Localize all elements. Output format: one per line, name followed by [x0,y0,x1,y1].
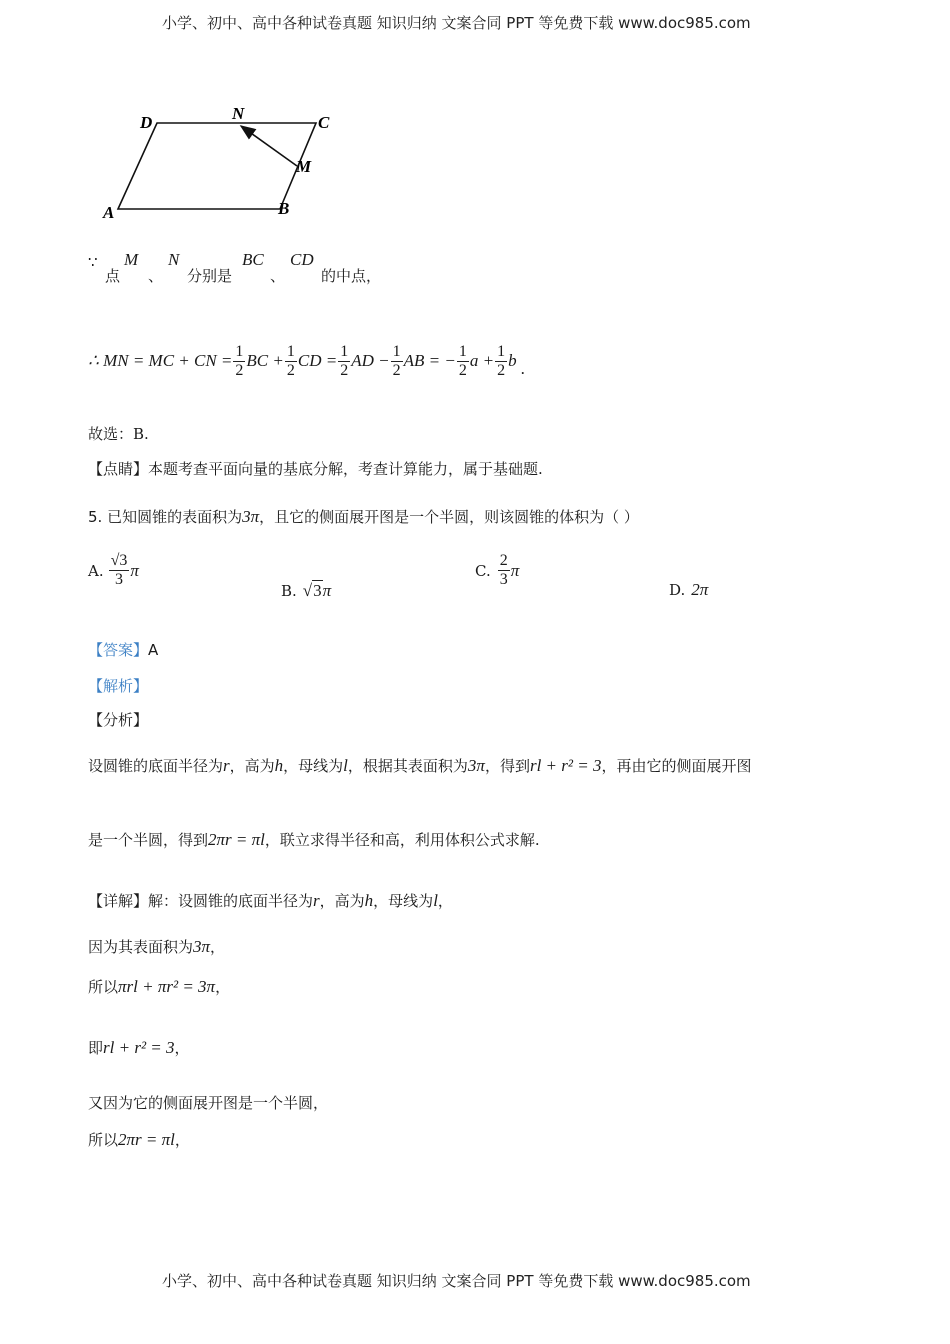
label-a: A [103,203,115,222]
detail-line-3: 所以πrl + πr² = 3π， [88,977,231,996]
eq-t1: BC + [246,351,284,370]
option-c[interactable] [475,552,519,589]
comment-line: 【点睛】本题考查平面向量的基底分解，考查计算能力，属于基础题. [88,460,543,478]
label-d: D [140,113,153,132]
fenxi-tag: 【分析】 [88,711,149,729]
analysis-tag: 【解析】 [88,677,149,695]
label-b: B [278,199,290,218]
math-m: M [124,250,139,269]
parallelogram-diagram [95,100,345,225]
option-a-frac: $\frac{√3}{3}$ [110,552,128,588]
option-d[interactable] [669,580,708,600]
option-a-label: A. [88,561,104,580]
because-symbol: ∵ [88,253,98,271]
option-c-frac: $\frac{2}{3}$ [499,552,508,588]
question-text-a: 已知圆锥的表面积为 [107,508,243,526]
option-b[interactable] [281,580,331,601]
answer-value: A [148,641,159,659]
answer-tag: 【答案】 [88,641,149,659]
text-fenbie: 分别是 [187,267,233,285]
question-number: 5. [88,508,103,526]
frac-half-1: $\frac{1}{2}$ [235,342,244,379]
detail-line-6: 所以2πr = πl， [88,1130,190,1149]
eq-t6: b [508,351,517,370]
option-b-sqrt: √ [302,580,313,600]
page-header: 小学、初中、高中各种试卷真题 知识归纳 文案合同 PPT 等免费下载 www.doc985.com [162,14,751,32]
fenxi-line-1: 设圆锥的底面半径为r，高为h，母线为l，根据其表面积为3π，得到rl + r² = 3，再由它的侧面展开图 [88,756,752,775]
option-a[interactable] [88,552,139,589]
eq-t5: a + [469,351,495,370]
fenxi-line-2: 是一个半圆，得到2πr = πl，联立求得半径和高，利用体积公式求解. [88,830,540,849]
math-bc: BC [242,250,264,269]
eq-t3: AD − [351,351,390,370]
text-sep2: 、 [270,267,286,285]
detail-line-2: 因为其表面积为3π， [88,937,226,956]
option-d-label: D. [669,581,686,599]
option-b-label: B. [281,581,297,600]
text-dian: 点 [105,267,121,285]
text-midpoint: 的中点， [321,267,382,285]
vector-mn [241,126,297,166]
label-c: C [318,113,330,132]
question-area: 3π [242,507,260,526]
question-text-b: ，且它的侧面展开图是一个半圆，则该圆锥的体积为（ ） [259,508,639,526]
math-cd: CD [290,250,314,269]
frac-half-2: $\frac{1}{2}$ [286,342,295,379]
choose-line: 故选：B. [88,425,149,443]
option-c-pi: π [510,560,520,580]
detail-line-4: 即rl + r² = 3， [88,1038,190,1057]
option-d-val: 2π [691,580,709,599]
option-b-root: 3 [313,581,322,600]
detail-line-1: 【详解】解：设圆锥的底面半径为r，高为h，母线为l， [88,891,453,910]
label-m: M [296,157,312,176]
eq-prefix: ∴ MN = MC + CN = [88,351,233,370]
answer-line [88,640,158,660]
text-sep1: 、 [148,267,164,285]
page-footer: 小学、初中、高中各种试卷真题 知识归纳 文案合同 PPT 等免费下载 www.doc985.com [162,1272,751,1290]
eq-t2: CD = [297,351,338,370]
math-n: N [168,250,180,269]
parallelogram-shape [118,123,316,209]
option-b-pi: π [322,580,332,600]
frac-half-6: $\frac{1}{2}$ [497,342,506,379]
eq-end: . [520,359,525,378]
frac-half-4: $\frac{1}{2}$ [392,342,401,379]
question-5 [88,507,639,527]
vector-equation [88,338,525,384]
detail-line-5: 又因为它的侧面展开图是一个半圆， [88,1094,329,1112]
frac-half-5: $\frac{1}{2}$ [458,342,467,379]
option-c-label: C. [475,561,491,580]
label-n: N [232,104,245,123]
frac-half-3: $\frac{1}{2}$ [340,342,349,379]
option-a-pi: π [130,560,139,580]
eq-t4: AB = − [403,351,456,370]
